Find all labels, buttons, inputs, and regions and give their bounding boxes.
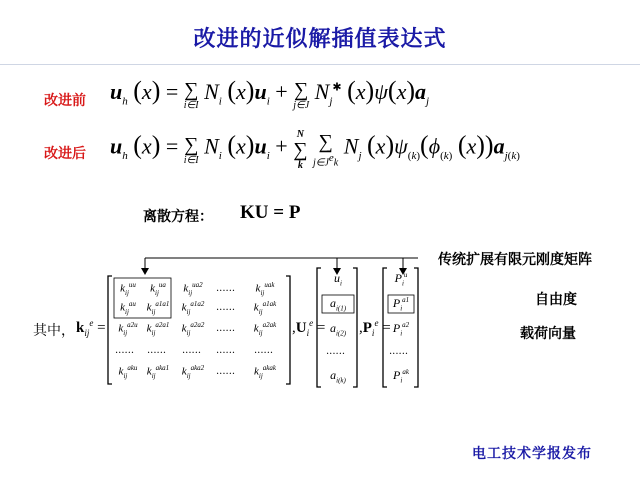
annotation-load: 载荷向量 [520,326,576,342]
matrix-cell: $k_{ij}^{a2u}$ [118,321,138,337]
matrix-cell: $k_{ij}^{a2ak}$ [253,321,277,337]
vector-cell: $a_{i(1)}$ [329,296,347,313]
matrix-cell: $k_{ij}^{ua}$ [150,281,166,297]
matrix-cell: $k_{ij}^{au}$ [120,300,136,316]
vector-cell: $a_{i(k)}$ [330,368,346,385]
matrix-ellipsis: ...... [216,323,236,334]
vector-cell: $P_i^{ak}$ [393,368,409,385]
footer-publisher: 电工技术学报发布 [472,446,592,462]
discrete-equation: KU = P [240,202,301,223]
matrix-ellipsis: ...... [216,366,236,377]
slide-title: 改进的近似解插值表达式 [193,27,447,52]
matrix-ellipsis: ...... [182,345,202,356]
matrix-ellipsis: ...... [216,283,236,294]
k-matrix-name: $k_{ij}^e$ = [76,318,106,338]
label-qizhong: 其中， [33,323,75,339]
vector-cell: $P_i^{a1}$ [392,296,410,313]
matrix-cell: $k_{ij}^{uak}$ [255,281,275,297]
vector-cell: $a_{i(2)}$ [329,321,347,338]
matrix-cell: $k_{ij}^{aka2}$ [181,364,205,380]
vector-cell: $u_i$ [334,271,342,288]
vector-cell: $P_i^u$ [394,271,408,288]
matrix-cell: $k_{ij}^{a2a1}$ [146,321,170,337]
matrix-cell: $k_{ij}^{aku}$ [118,364,138,380]
matrix-cell: $k_{ij}^{a1ak}$ [253,300,277,316]
vector-ellipsis: ...... [326,346,346,357]
label-before: 改进前 [44,93,86,109]
matrix-cell: $k_{ij}^{a1a1}$ [146,300,170,316]
matrix-ellipsis: ...... [254,345,274,356]
vector-ellipsis: ...... [389,346,409,357]
p-vector-name: $,P_i^e$ = [359,318,391,338]
matrix-cell: $k_{ij}^{a2a2}$ [181,321,205,337]
matrix-cell: $k_{ij}^{a1a2}$ [181,300,205,316]
matrix-ellipsis: ...... [216,345,236,356]
matrix-ellipsis: ...... [115,345,135,356]
vector-cell: $P_i^{a2}$ [392,321,410,338]
annotation-stiffness: 传统扩展有限元刚度矩阵 [438,252,592,268]
equation-before: $u_h$ (x) = ∑ i∈I $N_i$ $(x)u_i$ + ∑ j∈J $N_j^✱$ $(x)\psi(x)a_j$ [110,76,430,112]
matrix-ellipsis: ...... [147,345,167,356]
label-after: 改进后 [44,146,86,162]
equation-after: $u_h$ (x) = ∑ i∈I $N_i$ $(x)u_i$ + N ∑ k ∑ $j\in J^ek$ $N_j$ $(x)\psi_{(k)}(\phi_{(k)}$ $(x))a_{j(k)}$ [110,129,520,171]
matrix-cell: $k_{ij}^{akak}$ [254,364,276,380]
annotation-dof: 自由度 [535,292,577,308]
matrix-cell: $k_{ij}^{ua2}$ [183,281,203,297]
matrix-cell: $k_{ij}^{aka1}$ [146,364,170,380]
matrix-ellipsis: ...... [216,302,236,313]
matrix-cell: $k_{ij}^{uu}$ [120,281,136,297]
u-vector-name: $,U_i^e$ = [292,318,326,338]
label-discrete: 离散方程： [143,209,213,225]
